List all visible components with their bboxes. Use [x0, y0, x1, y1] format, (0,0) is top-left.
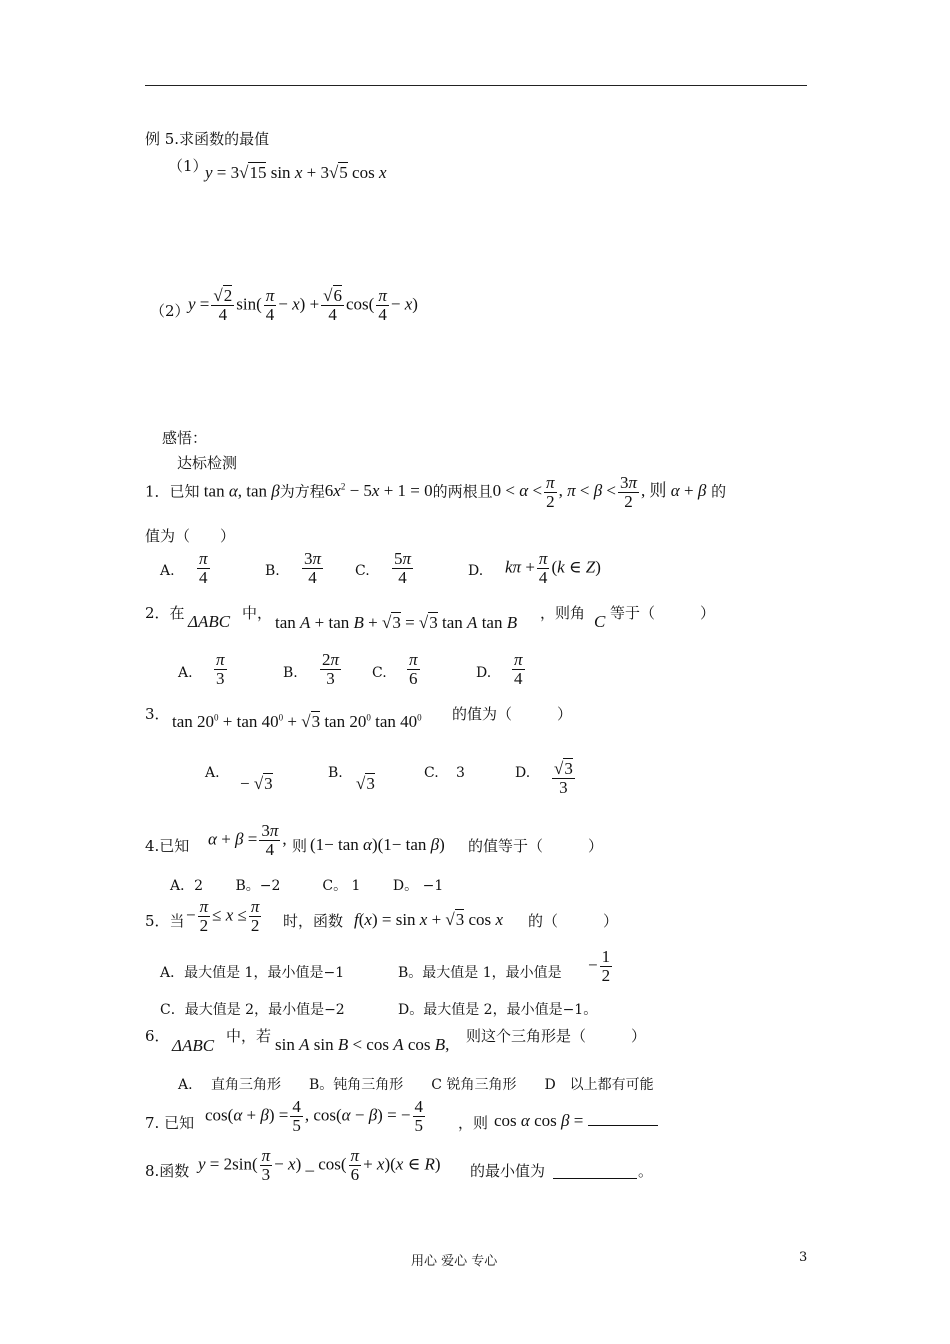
q2-mid: ，则角	[540, 604, 586, 622]
q5-opt-b: B。最大值是 1，最小值是	[398, 965, 562, 981]
part1-formula: y = 3√15 sin x + 3√5 cos x	[205, 163, 387, 182]
section-title: 达标检测	[177, 454, 238, 472]
q2-equation: tan A + tan B + √3 = √3 tan A tan B	[275, 613, 518, 632]
q7-mid: ，则	[458, 1114, 489, 1132]
q7-target: cos α cos β =	[494, 1111, 658, 1131]
q2-angle: C	[594, 612, 606, 631]
footer-motto: 用心 爱心 专心	[411, 1254, 498, 1269]
q5-mid: 时，函数	[283, 912, 344, 930]
q2-opt-b: B.	[283, 665, 298, 681]
q2-opt-c-val: $\frac{\pi}{6}$	[409, 650, 418, 688]
q5-opt-c: C．最大值是 2，最小值是−2	[160, 1002, 345, 1018]
q1-opt-c: C.	[355, 563, 370, 579]
q5-end: 的（ ）	[528, 912, 619, 930]
q8-num: 8.函数	[145, 1162, 190, 1180]
q2-opt-b-val: $\frac{2\pi}{3}$	[322, 650, 340, 688]
part2-formula: y = $\frac{√2}{4}$ sin( $\frac{\pi}{4}$ − x) + $\frac{√6}{4}$ cos( $\frac{\pi}{4}$ − x)	[188, 286, 418, 324]
q2-opt-d-val: $\frac{\pi}{4}$	[514, 650, 523, 688]
q8-function: y = 2sin( $\frac{\pi}{3}$ − x) _ cos( $\frac{\pi}{6}$ + x)(x ∈ R)	[198, 1146, 441, 1184]
q2-triangle: ΔABC	[188, 612, 231, 631]
header-rule	[145, 85, 807, 86]
q8-answer-blank[interactable]	[553, 1160, 637, 1179]
q1-opt-a-val: $\frac{\pi}{4}$	[199, 549, 208, 587]
q3-opt-b: B.	[328, 765, 343, 781]
q2-opt-a: A.	[178, 665, 193, 681]
q6-triangle: ΔABC	[172, 1036, 215, 1055]
q5-num: 5．当	[145, 912, 185, 930]
q4-end: 的值等于（ ）	[468, 837, 604, 855]
q4-condition: α + β = $\frac{3\pi}{4}$ ,	[208, 821, 287, 859]
q7-conditions: cos(α + β) = $\frac{4}{5}$ , cos(α − β) = − $\frac{4}{5}$	[205, 1097, 423, 1135]
q4-options: A．2 B。−2 C。 1 D。 −1	[170, 878, 444, 894]
q2-opt-c: C.	[372, 665, 387, 681]
q5-function: f(x) = sin x + √3 cos x	[354, 910, 503, 929]
q5-range: − $\frac{\pi}{2}$ ≤ x ≤ $\frac{\pi}{2}$	[186, 897, 260, 935]
q8-end: 的最小值为	[470, 1162, 546, 1180]
q3-opt-a-val: − √3	[240, 774, 273, 793]
q3-expression: $\tan 20^0 + \tan 40^0 + √3$ $\tan 20^0$ $\tan 40^0$	[172, 712, 422, 731]
q1-opt-c-val: $\frac{5\pi}{4}$	[394, 549, 412, 587]
q5-opt-a: A．最大值是 1，最小值是−1	[160, 965, 345, 981]
q8-tail: 。	[638, 1162, 654, 1180]
part1-label: （1）	[168, 157, 208, 175]
q3-opt-c-val: 3	[456, 765, 465, 781]
q2-end: 等于（ ）	[610, 604, 716, 622]
q4-expression: (1− tan α)(1− tan β)	[310, 835, 445, 854]
q6-num: 6．	[145, 1027, 170, 1045]
page-number: 3	[799, 1250, 808, 1265]
q6-condition: sin A sin B < cos A cos B,	[275, 1035, 450, 1054]
q3-opt-a: A.	[205, 765, 220, 781]
q1-opt-b-val: $\frac{3\pi}{4}$	[304, 549, 322, 587]
q1-opt-b: B.	[265, 563, 280, 579]
q1-line2: 值为（ ）	[145, 527, 236, 545]
q2-num: 2．在	[145, 604, 185, 622]
q6-end: 则这个三角形是（ ）	[466, 1027, 647, 1045]
q4-num: 4.已知	[145, 837, 190, 855]
q5-opt-d: D。最大值是 2，最小值是−1。	[398, 1002, 598, 1018]
q3-opt-b-val: √3	[356, 774, 375, 793]
q2-zhong: 中，	[242, 604, 273, 622]
q7-num: 7. 已知	[145, 1114, 195, 1132]
q3-opt-d: D.	[515, 765, 531, 781]
q2-opt-a-val: $\frac{\pi}{3}$	[216, 650, 225, 688]
q3-opt-c: C.	[424, 765, 439, 781]
part2-label: （2）	[150, 302, 190, 320]
q1-line: 1．已知 tan α, tan β为方程$6x^2 - 5x + 1 = 0$的两根且0 < α < $\frac{\pi}{2}$ , π < β < $\frac{3\pi}{2}$ , 则 α + β 的	[145, 473, 727, 511]
q5-opt-b-val: − $\frac{1}{2}$	[588, 947, 611, 985]
insight-label: 感悟：	[162, 429, 208, 447]
q3-opt-d-val: $\frac{√3}{3}$	[554, 759, 573, 797]
q6-zhong: 中，若	[226, 1027, 272, 1045]
q1-opt-d: D.	[468, 563, 484, 579]
q1-opt-a: A.	[160, 563, 175, 579]
q4-mid: 则	[292, 837, 308, 855]
q6-options: A. 直角三角形 B。钝角三角形 C 锐角三角形 D 以上都有可能	[178, 1077, 654, 1093]
q2-opt-d: D.	[476, 665, 492, 681]
q3-end: 的值为（ ）	[452, 705, 573, 723]
q3-num: 3．	[145, 705, 170, 723]
q1-opt-d-val: kπ + $\frac{\pi}{4}$ (k ∈ Z)	[505, 549, 601, 587]
example-title: 例 5.求函数的最值	[145, 130, 270, 148]
